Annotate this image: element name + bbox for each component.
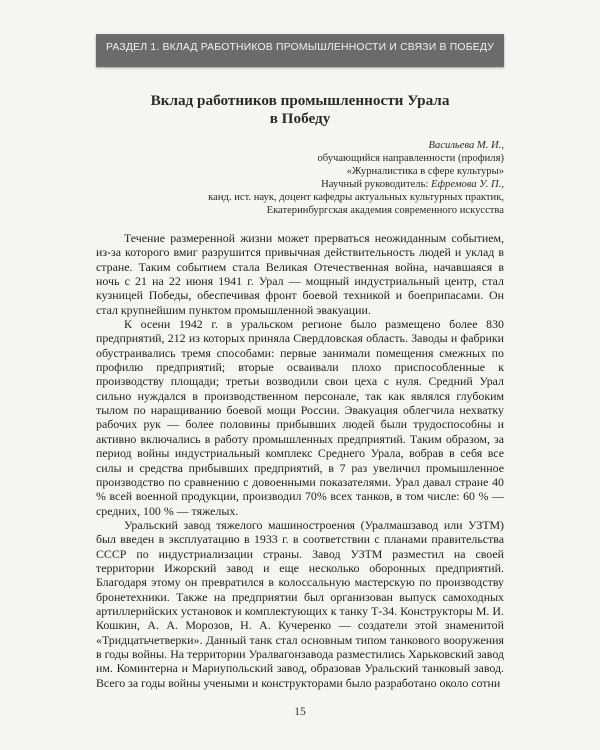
paragraph: Уральский завод тяжелого машиностроения (Уралмашзавод или УЗТМ) был введен в эксплуатацию в 1933 г. в соответствии с планами правительства СССР по индустриализации страны. Завод УЗТМ разместил на своей территории Ижорский завод и еще несколько оборонных предприятий. Благодаря этому он превратился в колоссальную мастерскую по производству бронетехники. Также на предприятии был организован выпуск самоходных артиллерийских установок и комплектующих к танку Т-34. Конструкторы М. И. Кошкин, А. А. Морозов, Н. А. Кучеренко — создатели этой знаменитой «Тридцатьчетверки». Данный танк стал основным типом танкового вооружения в годы войны. На территории Уралвагонзавода разместились Харьковский завод им. Коминтерна и Мариупольский завод, образовав Уральский танковый завод. Всего за годы войны учеными и конструкторами было разработано около сотни bbox=[96, 517, 504, 690]
supervisor-label: Научный руководитель: bbox=[321, 179, 429, 190]
running-header-text: РАЗДЕЛ 1. ВКЛАД РАБОТНИКОВ ПРОМЫШЛЕННОСТИ И СВЯЗИ В ПОБЕДУ bbox=[105, 42, 495, 53]
author-block bbox=[96, 139, 504, 217]
supervisor-line bbox=[96, 178, 504, 191]
article-title bbox=[96, 92, 504, 128]
author-info-1: обучающийся направленности (профиля) bbox=[317, 153, 504, 164]
supervisor-info-1: канд. ист. наук, доцент кафедры актуальных культурных практик, bbox=[208, 192, 504, 203]
article bbox=[96, 92, 504, 690]
paragraph: К осени 1942 г. в уральском регионе было размещено более 830 предприятий, 212 из которых приняла Свердловская область. Заводы и фабрики обустраивались тремя способами: первые занимали помещения смежных по профилю предприятий; вторые осваивали плохо приспособленные к производству площади; третьи возводили свои цеха с нуля. Средний Урал сильно нуждался в производственном персонале, так как являлся глубоким тылом по наращиванию боевой мощи России. Эвакуация облегчила нехватку рабочих рук — более половины прибывших людей были трудоспособны и активно включались в работу промышленных предприятий. Таким образом, за период войны индустриальный комплекс Среднего Урала, вобрав в себя все силы и средства прибывших предприятий, в 7 раз увеличил промышленное производство по сравнению с довоенными показателями. Урал давал стране 40 % всей военной продукции, производил 70% всех танков, в том числе: 60 % — средних, 100 % — тяжелых. bbox=[96, 317, 504, 518]
supervisor-info-2: Екатеринбургская академия современного искусства bbox=[266, 205, 504, 216]
author-name: Васильева М. И., bbox=[428, 140, 504, 151]
running-header bbox=[96, 34, 504, 67]
article-title-line-2: в Победу bbox=[269, 110, 331, 127]
author-info-2: «Журналистика в сфере культуры» bbox=[346, 166, 504, 177]
article-title-line-1: Вклад работников промышленности Урала bbox=[150, 92, 450, 109]
page-number: 15 bbox=[294, 706, 306, 718]
supervisor-name: Ефремова У. П., bbox=[431, 179, 504, 190]
paragraph: Течение размеренной жизни может прерваться неожиданным событием, из-за которого вмиг разрушится привычная действительность людей и уклад в стране. Таким событием стала Великая Отечественная война, начавшаяся в ночь с 21 на 22 июня 1941 г. Урал — мощный индустриальный центр, стал кузницей Победы, обеспечивая фронт боевой техникой и боеприпасами. Он стал крупнейшим пунктом промышленной эвакуации. bbox=[96, 231, 504, 317]
article-body bbox=[96, 231, 504, 690]
